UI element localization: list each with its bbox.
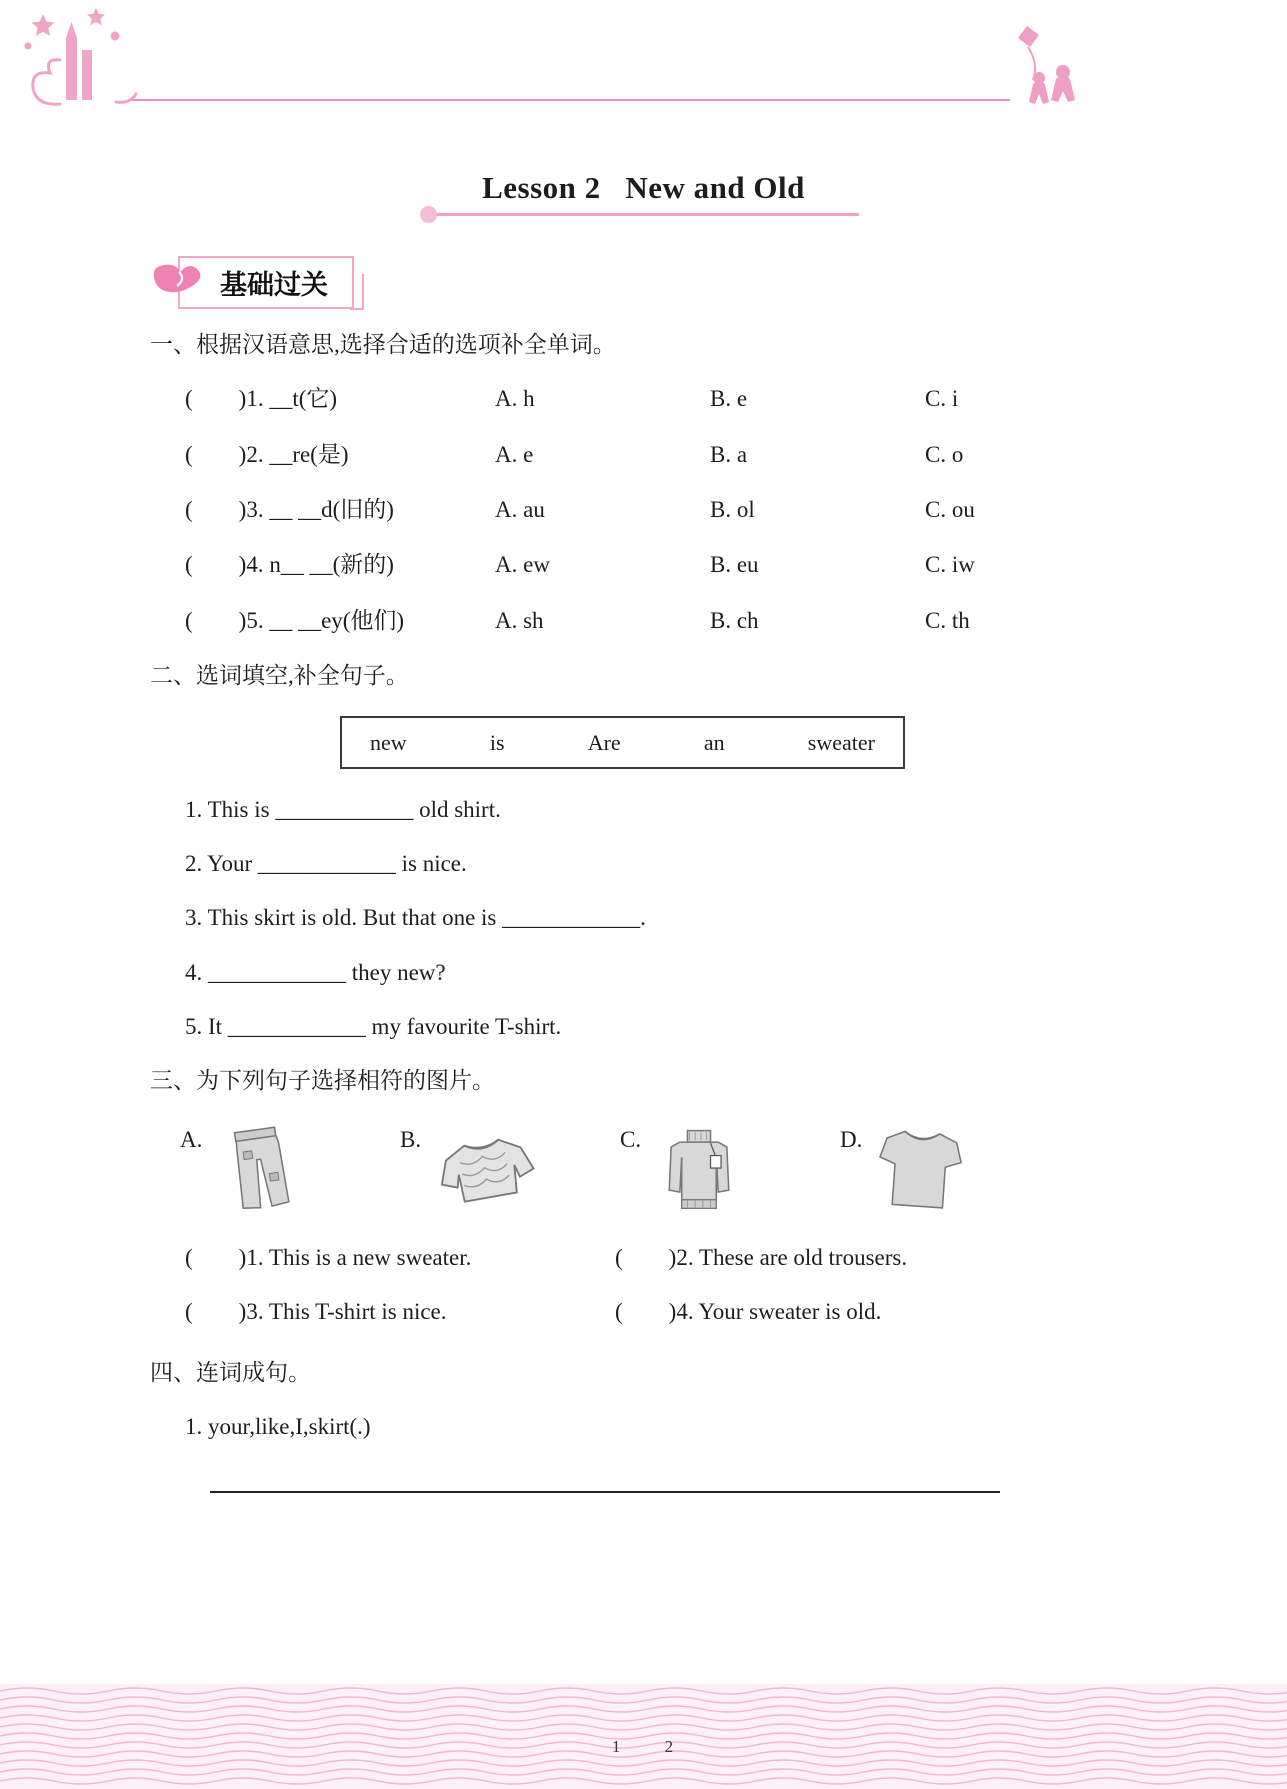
option-c: C. ou — [925, 497, 975, 523]
fill-in-sentence: 2. Your ____________ is nice. — [185, 850, 467, 876]
option-b: B. ol — [710, 497, 755, 523]
page-numbers — [0, 1737, 1287, 1757]
sweater-sketch-icon — [429, 1121, 549, 1221]
page-number-right: 2 — [664, 1737, 676, 1756]
option-c: C. th — [925, 607, 970, 633]
word-bank-box — [340, 716, 905, 769]
picture-label: D. — [840, 1126, 863, 1152]
trousers-icon — [210, 1121, 310, 1225]
choice-question-row — [185, 440, 1140, 470]
rearrange-item: 1. your,like,I,skirt(.) — [185, 1414, 371, 1440]
option-a: A. h — [495, 386, 535, 412]
lesson-title-block — [0, 170, 1287, 216]
children-kite-ornament-icon — [997, 22, 1109, 115]
page-number-left: 1 — [611, 1737, 623, 1756]
badge-label: 基础过关 — [178, 256, 354, 309]
question-stem: ( )3. __ __d(旧的) — [185, 497, 394, 523]
option-a: A. au — [495, 497, 545, 523]
picture-option-a — [180, 1121, 400, 1225]
fill-in-sentence: 1. This is ____________ old shirt. — [185, 796, 501, 822]
question-stem: ( )4. n__ __(新的) — [185, 552, 394, 578]
section-three-heading: 三、为下列句子选择相符的图片。 — [150, 1068, 495, 1094]
question-stem: ( )5. __ __ey(他们) — [185, 607, 405, 633]
answer-line — [210, 1491, 1000, 1493]
question-stem: ( )2. __re(是) — [185, 441, 349, 467]
word-bank-word: sweater — [807, 729, 875, 755]
fill-in-sentence: 5. It ____________ my favourite T-shirt. — [185, 1013, 562, 1039]
option-c: C. iw — [925, 552, 975, 578]
section-one-heading: 一、根据汉语意思,选择合适的选项补全单词。 — [150, 332, 616, 357]
choice-question-row — [185, 384, 1140, 414]
title-dot-icon — [420, 206, 437, 223]
option-b: B. ch — [710, 607, 759, 633]
section-badge — [148, 256, 354, 309]
header-divider-line — [132, 99, 1010, 101]
title-underline — [429, 213, 859, 216]
option-a: A. sh — [495, 607, 544, 633]
match-question: ( )3. This T-shirt is nice. — [185, 1299, 447, 1325]
picture-option-b — [400, 1121, 620, 1225]
option-c: C. i — [925, 386, 959, 412]
badge-ribbon-icon — [148, 257, 204, 308]
lesson-title: Lesson 2 New and Old — [482, 170, 805, 205]
tshirt-icon — [870, 1121, 970, 1221]
picture-label: C. — [620, 1126, 642, 1152]
option-b: B. a — [710, 441, 748, 467]
word-bank-word: Are — [587, 729, 621, 755]
section-two-heading: 二、选词填空,补全句子。 — [150, 663, 409, 689]
fill-in-sentence: 4. ____________ they new? — [185, 959, 446, 985]
choice-question-row — [185, 495, 1140, 525]
picture-label: B. — [400, 1126, 422, 1152]
match-question: ( )4. Your sweater is old. — [615, 1299, 882, 1325]
picture-options-row — [180, 1121, 1140, 1225]
option-b: B. e — [710, 386, 748, 412]
castle-stars-ornament-icon — [16, 6, 146, 123]
match-question: ( )2. These are old trousers. — [615, 1245, 908, 1271]
match-question: ( )1. This is a new sweater. — [185, 1245, 472, 1271]
footer-wave-band — [0, 1684, 1287, 1789]
option-c: C. o — [925, 441, 964, 467]
picture-match-questions — [185, 1243, 1140, 1328]
choice-question-row — [185, 606, 1140, 636]
fill-in-sentence: 3. This skirt is old. But that one is ____________. — [185, 905, 646, 931]
sweater-tag-icon — [649, 1121, 749, 1225]
picture-option-d — [840, 1121, 1140, 1225]
question-stem: ( )1. __t(它) — [185, 386, 338, 412]
word-bank-word: an — [703, 729, 725, 755]
option-a: A. e — [495, 441, 534, 467]
picture-option-c — [620, 1121, 840, 1225]
choice-question-row — [185, 550, 1140, 580]
picture-label: A. — [180, 1126, 203, 1152]
word-bank-word: new — [370, 729, 407, 755]
option-b: B. eu — [710, 552, 759, 578]
section-four-heading: 四、连词成句。 — [150, 1359, 311, 1385]
worksheet-content — [150, 322, 1140, 1493]
word-bank-word: is — [489, 729, 505, 755]
option-a: A. ew — [495, 552, 550, 578]
